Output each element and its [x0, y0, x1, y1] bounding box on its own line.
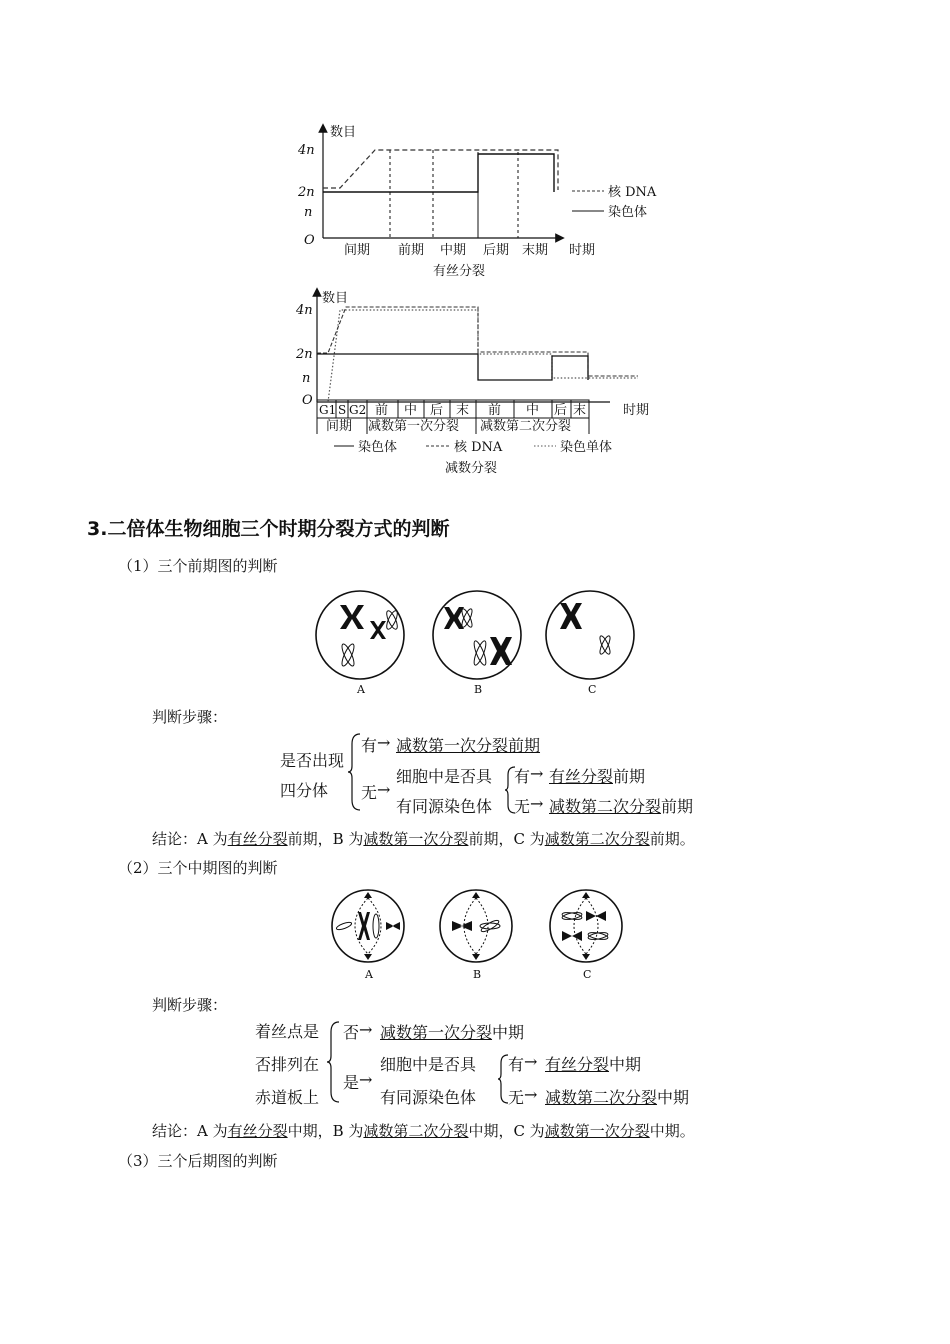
meiosis-chart — [290, 286, 670, 482]
cell: 中 — [526, 403, 540, 418]
part2-title: （2）三个中期图的判断 — [118, 859, 278, 877]
arrow-icon: → — [377, 733, 391, 752]
cell-c-illustration — [550, 890, 622, 981]
p2-r-yes-underlined: 有丝分裂 — [545, 1055, 610, 1074]
p2-r-yes: 有 — [508, 1055, 525, 1074]
p1-q2-line2: 有同源染色体 — [396, 797, 493, 816]
cell-a-illustration — [316, 591, 404, 696]
tick-n: n — [302, 371, 311, 386]
conc-answer: 减数第二次分裂 — [544, 830, 650, 848]
conc-answer: 有丝分裂 — [227, 1122, 288, 1140]
metaphase-cells-figure — [328, 886, 628, 981]
part2-steps-label: 判断步骤： — [152, 996, 228, 1014]
cell-label: B — [474, 683, 483, 696]
p2-r-yes-result — [545, 1052, 641, 1075]
p2-q1-line1: 着丝点是 — [255, 1022, 320, 1041]
cell: 前 — [375, 403, 389, 418]
conc-text: 中期，B 为 — [287, 1122, 364, 1140]
p1-q1-line2: 四分体 — [280, 781, 329, 800]
p1-r-yes-underlined: 有丝分裂 — [549, 767, 614, 786]
phase-label: 末期 — [522, 243, 549, 258]
arrow-icon: → — [530, 764, 544, 783]
cell-b-illustration — [433, 591, 521, 696]
meiosis-caption: 减数分裂 — [445, 461, 498, 476]
mitosis-chart — [290, 118, 670, 288]
cell: 末 — [456, 403, 470, 418]
tick-n: n — [304, 205, 313, 220]
cell-s: S — [338, 403, 347, 417]
p2-brace-1 — [327, 1020, 341, 1104]
legend-dna: 核 DNA — [454, 440, 503, 455]
arrow-icon: → — [359, 1070, 373, 1089]
p2-yes: 是 — [343, 1073, 360, 1092]
conc-answer: 有丝分裂 — [227, 830, 288, 848]
phase-label: 前期 — [398, 243, 425, 258]
conc-text: 结论：A 为 — [152, 830, 228, 848]
cell-label: A — [357, 683, 365, 696]
p2-q2-line1: 细胞中是否具 — [380, 1055, 477, 1074]
legend-chromatid: 染色单体 — [560, 440, 613, 455]
p1-r-no: 无 — [514, 797, 531, 816]
conc-text: 结论：A 为 — [152, 1122, 228, 1140]
legend-dna: 核 DNA — [608, 185, 657, 200]
group-label: 减数第一次分裂 — [368, 419, 460, 434]
p2-no: 否 — [343, 1023, 360, 1042]
arrow-icon: → — [524, 1052, 538, 1071]
conc-text: 中期。 — [649, 1122, 695, 1140]
mitosis-x-title: 时期 — [569, 243, 596, 258]
p1-yes: 有 — [361, 736, 378, 755]
p2-no-result — [380, 1020, 524, 1043]
part1-steps-label: 判断步骤： — [152, 708, 228, 726]
tick-4n: 4n — [296, 303, 313, 318]
arrow-icon: → — [377, 780, 391, 799]
cell: 末 — [573, 403, 587, 418]
p2-no-tail: 中期 — [492, 1023, 525, 1042]
cell-label: B — [473, 968, 482, 981]
conc-text: 中期，C 为 — [468, 1122, 545, 1140]
p1-r-no-result — [549, 794, 693, 817]
legend-chromosome: 染色体 — [358, 440, 398, 455]
conc-answer: 减数第二次分裂 — [363, 1122, 469, 1140]
section-heading: 3.二倍体生物细胞三个时期分裂方式的判断 — [87, 518, 450, 540]
tick-4n: 4n — [298, 143, 315, 158]
p2-r-no: 无 — [508, 1088, 525, 1107]
arrow-icon: → — [530, 794, 544, 813]
p1-r-yes-tail: 前期 — [613, 767, 646, 786]
part1-title: （1）三个前期图的判断 — [118, 557, 278, 575]
cell-g1: G1 — [319, 403, 337, 417]
mitosis-caption: 有丝分裂 — [433, 264, 486, 279]
conc-text: 前期，B 为 — [287, 830, 364, 848]
p2-q1-line3: 赤道板上 — [255, 1088, 320, 1107]
p1-yes-result: 减数第一次分裂前期 — [396, 736, 541, 755]
p1-r-no-underlined: 减数第二次分裂 — [549, 797, 662, 816]
cell-label: C — [583, 968, 592, 981]
conc-text: 前期。 — [649, 830, 695, 848]
cell-a-illustration — [332, 890, 404, 981]
phase-label: 间期 — [344, 243, 371, 258]
cell-label: C — [588, 683, 597, 696]
conc-answer: 减数第一次分裂 — [544, 1122, 650, 1140]
p2-r-no-tail: 中期 — [657, 1088, 690, 1107]
p1-q2-line1: 细胞中是否具 — [396, 767, 493, 786]
cell: 后 — [554, 403, 568, 418]
p2-q1-line2: 否排列在 — [255, 1055, 320, 1074]
part2-conclusion — [152, 1120, 695, 1141]
cell-label: A — [365, 968, 373, 981]
p1-no: 无 — [361, 783, 378, 802]
p1-r-no-tail: 前期 — [661, 797, 694, 816]
tick-2n: 2n — [296, 347, 313, 362]
group-label: 减数第二次分裂 — [480, 419, 572, 434]
p2-q2-line2: 有同源染色体 — [380, 1088, 477, 1107]
cell-g2: G2 — [349, 403, 367, 417]
cell: 后 — [430, 403, 444, 418]
part3-title: （3）三个后期图的判断 — [118, 1152, 278, 1170]
meiosis-y-title: 数目 — [322, 291, 349, 306]
phase-label: 中期 — [440, 243, 467, 258]
cell-b-illustration — [440, 890, 512, 981]
legend-chromosome: 染色体 — [608, 205, 648, 220]
cell-c-illustration — [546, 591, 634, 696]
p1-r-yes: 有 — [514, 767, 531, 786]
p2-r-no-result — [545, 1085, 689, 1108]
arrow-icon: → — [524, 1085, 538, 1104]
conc-text: 前期，C 为 — [468, 830, 545, 848]
p1-brace-1 — [348, 732, 362, 812]
tick-2n: 2n — [298, 185, 315, 200]
arrow-icon: → — [359, 1020, 373, 1039]
p2-r-yes-tail: 中期 — [609, 1055, 642, 1074]
p2-no-underlined: 减数第一次分裂 — [380, 1023, 493, 1042]
part1-conclusion — [152, 828, 695, 849]
p1-q1-line1: 是否出现 — [280, 751, 345, 770]
cell: 中 — [404, 403, 418, 418]
cell: 前 — [488, 403, 502, 418]
meiosis-x-title: 时期 — [623, 403, 650, 418]
tick-o: O — [304, 233, 315, 248]
mitosis-y-title: 数目 — [330, 125, 357, 140]
p1-r-yes-result — [549, 764, 645, 787]
group-label: 间期 — [326, 419, 353, 434]
tick-o: O — [302, 393, 313, 408]
conc-answer: 减数第一次分裂 — [363, 830, 469, 848]
p2-r-no-underlined: 减数第二次分裂 — [545, 1088, 658, 1107]
prophase-cells-figure — [310, 585, 650, 700]
phase-label: 后期 — [483, 243, 510, 258]
